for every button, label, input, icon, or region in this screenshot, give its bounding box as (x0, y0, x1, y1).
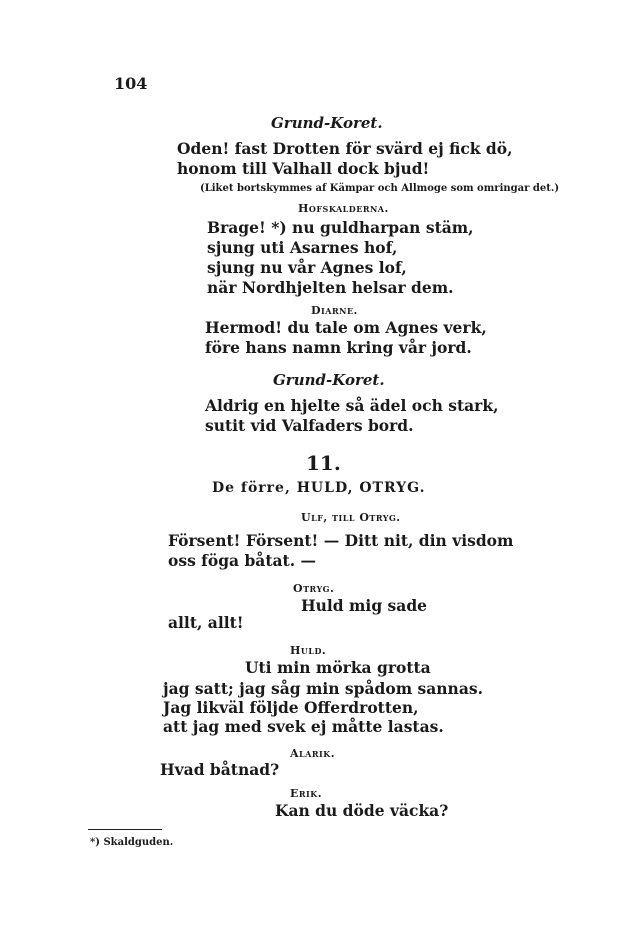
verse-line: Försent! Försent! — Ditt nit, din visdom (168, 531, 514, 550)
verse-line: Kan du döde väcka? (275, 801, 449, 820)
verse-line: sjung uti Asarnes hof, (207, 238, 398, 257)
verse-line: Aldrig en hjelte så ädel och stark, (205, 396, 499, 415)
verse-line: Uti min mörka grotta (245, 658, 431, 677)
speaker-label: Huld. (290, 644, 327, 657)
chorus-heading: Grund-Koret. (271, 114, 383, 132)
speaker-label: Diarne. (311, 304, 358, 317)
verse-line: sutit vid Valfaders bord. (205, 416, 414, 435)
chorus-heading: Grund-Koret. (273, 371, 385, 389)
footnote: *) Skaldguden. (90, 837, 174, 848)
verse-line: att jag med svek ej måtte lastas. (163, 717, 444, 736)
speaker-label: Erik. (290, 787, 323, 800)
verse-line: när Nordhjelten helsar dem. (207, 278, 454, 297)
verse-line: allt, allt! (168, 613, 244, 632)
verse-line: före hans namn kring vår jord. (205, 338, 472, 357)
speaker-label: Otryg. (293, 582, 335, 595)
verse-line: honom till Valhall dock bjud! (177, 159, 430, 178)
verse-line: jag satt; jag såg min spådom sannas. (163, 679, 483, 698)
footnote-rule (88, 829, 162, 830)
stage-direction: (Liket bortskymmes af Kämpar och Allmoge som omringar det.) (200, 183, 560, 194)
page-number: 104 (114, 74, 148, 93)
verse-line: Huld mig sade (301, 596, 428, 615)
verse-line: Hvad båtnad? (160, 760, 280, 779)
verse-line: oss föga båtat. — (168, 551, 317, 570)
verse-line: Oden! fast Drotten för svärd ej fick dö, (177, 139, 513, 158)
scene-number: 11. (306, 451, 341, 475)
speaker-label: Ulf, till Otryg. (301, 511, 401, 524)
verse-line: sjung nu vår Agnes lof, (207, 258, 407, 277)
scene-cast: De förre, HULD, OTRYG. (212, 480, 426, 496)
speaker-label: Alarik. (290, 747, 336, 760)
speaker-label: Hofskalderna. (298, 202, 389, 215)
verse-line: Brage! *) nu guldharpan stäm, (207, 218, 474, 237)
verse-line: Hermod! du tale om Agnes verk, (205, 318, 487, 337)
verse-line: Jag likväl följde Offerdrotten, (163, 698, 419, 717)
